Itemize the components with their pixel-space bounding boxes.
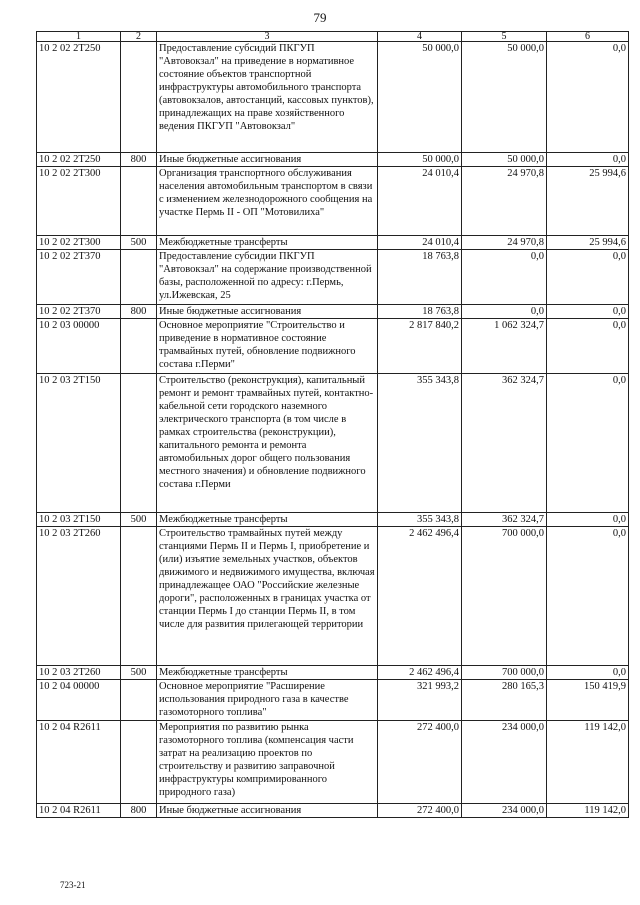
value-cell-5: 50 000,0 xyxy=(462,153,547,167)
expense-type-cell: 500 xyxy=(121,666,157,680)
name-cell: Межбюджетные трансферты xyxy=(157,236,378,250)
value-cell-6: 119 142,0 xyxy=(547,721,629,804)
name-cell: Мероприятия по развитию рынка газомоторного топлива (компенсация части затрат на реализацию проектов по строительству и развитию заправочной инфраструктуры компримированного природного газа) xyxy=(157,721,378,804)
code-cell: 10 2 03 2Т150 xyxy=(37,374,121,513)
table-row xyxy=(37,236,629,250)
code-cell: 10 2 04 R2611 xyxy=(37,721,121,804)
table-row xyxy=(37,527,629,666)
name-cell: Предоставление субсидий ПКГУП "Автовокзал" на приведение в нормативное состояние объектов транспортной инфраструктуры автомобильного транспорта (автовокзалов, автостанций, кассовых пунктов), принадлежащих на праве хозяйственного ведения ПКГУП "Автовокзал" xyxy=(157,42,378,153)
table-row xyxy=(37,721,629,804)
table-body xyxy=(37,42,629,818)
name-cell: Основное мероприятие "Строительство и приведение в нормативное состояние трамвайных путей, обновление подвижного состава г.Перми" xyxy=(157,319,378,374)
code-cell: 10 2 02 2Т250 xyxy=(37,153,121,167)
column-header: 4 xyxy=(378,32,462,42)
name-cell: Основное мероприятие "Расширение использования природного газа в качестве газомоторного топлива" xyxy=(157,680,378,721)
name-cell: Иные бюджетные ассигнования xyxy=(157,153,378,167)
value-cell-6: 119 142,0 xyxy=(547,804,629,818)
name-cell: Межбюджетные трансферты xyxy=(157,666,378,680)
value-cell-6: 0,0 xyxy=(547,250,629,305)
name-cell: Предоставление субсидии ПКГУП "Автовокзал" на содержание производственной базы, расположенной по адресу: г.Пермь, ул.Ижевская, 25 xyxy=(157,250,378,305)
value-cell-6: 0,0 xyxy=(547,305,629,319)
table-row xyxy=(37,374,629,513)
table-row xyxy=(37,250,629,305)
expense-type-cell xyxy=(121,42,157,153)
name-cell: Иные бюджетные ассигнования xyxy=(157,804,378,818)
value-cell-4: 50 000,0 xyxy=(378,42,462,153)
expense-type-cell xyxy=(121,374,157,513)
table-row xyxy=(37,305,629,319)
value-cell-5: 0,0 xyxy=(462,305,547,319)
value-cell-4: 50 000,0 xyxy=(378,153,462,167)
expense-type-cell xyxy=(121,250,157,305)
name-cell: Строительство трамвайных путей между станциями Пермь II и Пермь I, приобретение и (или) изъятие земельных участков, объектов движимого и недвижимого имущества, включая принадлежащее ОАО "Российские железные дороги", расположенных в границах участка от станции Пермь I до станции Пермь II, в том числе для развития прилегающей территории xyxy=(157,527,378,666)
column-header: 3 xyxy=(157,32,378,42)
name-cell: Строительство (реконструкция), капитальный ремонт и ремонт трамвайных путей, контактно-кабельной сети городского наземного электрического транспорта (в том числе в рамках строительства (реконструкции), капитального ремонта и ремонта автомобильных дорог общего пользования местного значения) и обновление подвижного состава г.Перми xyxy=(157,374,378,513)
value-cell-6: 0,0 xyxy=(547,153,629,167)
value-cell-5: 234 000,0 xyxy=(462,804,547,818)
value-cell-6: 0,0 xyxy=(547,666,629,680)
value-cell-5: 362 324,7 xyxy=(462,513,547,527)
column-header: 1 xyxy=(37,32,121,42)
table-row xyxy=(37,153,629,167)
value-cell-4: 321 993,2 xyxy=(378,680,462,721)
code-cell: 10 2 03 2Т150 xyxy=(37,513,121,527)
code-cell: 10 2 04 R2611 xyxy=(37,804,121,818)
value-cell-4: 18 763,8 xyxy=(378,250,462,305)
page-number: 79 xyxy=(313,10,327,25)
footer-code: 723-21 xyxy=(60,880,86,890)
table-row xyxy=(37,513,629,527)
expense-type-cell xyxy=(121,527,157,666)
value-cell-5: 24 970,8 xyxy=(462,236,547,250)
expense-type-cell: 800 xyxy=(121,804,157,818)
expense-type-cell: 500 xyxy=(121,236,157,250)
column-header: 2 xyxy=(121,32,157,42)
expense-type-cell xyxy=(121,721,157,804)
value-cell-6: 0,0 xyxy=(547,319,629,374)
code-cell: 10 2 02 2Т250 xyxy=(37,42,121,153)
value-cell-6: 0,0 xyxy=(547,42,629,153)
expense-type-cell: 500 xyxy=(121,513,157,527)
expense-type-cell xyxy=(121,680,157,721)
expense-type-cell xyxy=(121,167,157,236)
code-cell: 10 2 03 2Т260 xyxy=(37,666,121,680)
value-cell-5: 1 062 324,7 xyxy=(462,319,547,374)
value-cell-4: 355 343,8 xyxy=(378,513,462,527)
expense-type-cell xyxy=(121,319,157,374)
value-cell-6: 0,0 xyxy=(547,374,629,513)
code-cell: 10 2 02 2Т370 xyxy=(37,250,121,305)
code-cell: 10 2 02 2Т300 xyxy=(37,236,121,250)
value-cell-5: 50 000,0 xyxy=(462,42,547,153)
table-row xyxy=(37,680,629,721)
value-cell-5: 700 000,0 xyxy=(462,666,547,680)
table-row xyxy=(37,804,629,818)
value-cell-5: 280 165,3 xyxy=(462,680,547,721)
value-cell-4: 272 400,0 xyxy=(378,721,462,804)
value-cell-6: 25 994,6 xyxy=(547,236,629,250)
value-cell-4: 272 400,0 xyxy=(378,804,462,818)
name-cell: Иные бюджетные ассигнования xyxy=(157,305,378,319)
column-header: 6 xyxy=(547,32,629,42)
table-row xyxy=(37,167,629,236)
value-cell-5: 362 324,7 xyxy=(462,374,547,513)
value-cell-4: 2 817 840,2 xyxy=(378,319,462,374)
value-cell-4: 2 462 496,4 xyxy=(378,527,462,666)
value-cell-4: 24 010,4 xyxy=(378,167,462,236)
value-cell-4: 18 763,8 xyxy=(378,305,462,319)
value-cell-5: 0,0 xyxy=(462,250,547,305)
value-cell-6: 25 994,6 xyxy=(547,167,629,236)
table-row xyxy=(37,42,629,153)
table-row xyxy=(37,666,629,680)
code-cell: 10 2 02 2Т370 xyxy=(37,305,121,319)
value-cell-5: 24 970,8 xyxy=(462,167,547,236)
value-cell-5: 234 000,0 xyxy=(462,721,547,804)
name-cell: Межбюджетные трансферты xyxy=(157,513,378,527)
code-cell: 10 2 04 00000 xyxy=(37,680,121,721)
budget-table xyxy=(36,31,629,818)
column-header: 5 xyxy=(462,32,547,42)
value-cell-4: 24 010,4 xyxy=(378,236,462,250)
name-cell: Организация транспортного обслуживания населения автомобильным транспортом в связи с изменением железнодорожного сообщения на участке Пермь II - ОП "Мотовилиха" xyxy=(157,167,378,236)
code-cell: 10 2 03 00000 xyxy=(37,319,121,374)
code-cell: 10 2 02 2Т300 xyxy=(37,167,121,236)
table-row xyxy=(37,319,629,374)
value-cell-4: 355 343,8 xyxy=(378,374,462,513)
value-cell-6: 0,0 xyxy=(547,527,629,666)
code-cell: 10 2 03 2Т260 xyxy=(37,527,121,666)
value-cell-5: 700 000,0 xyxy=(462,527,547,666)
table-header-row xyxy=(37,32,629,42)
value-cell-6: 0,0 xyxy=(547,513,629,527)
expense-type-cell: 800 xyxy=(121,153,157,167)
value-cell-6: 150 419,9 xyxy=(547,680,629,721)
value-cell-4: 2 462 496,4 xyxy=(378,666,462,680)
expense-type-cell: 800 xyxy=(121,305,157,319)
